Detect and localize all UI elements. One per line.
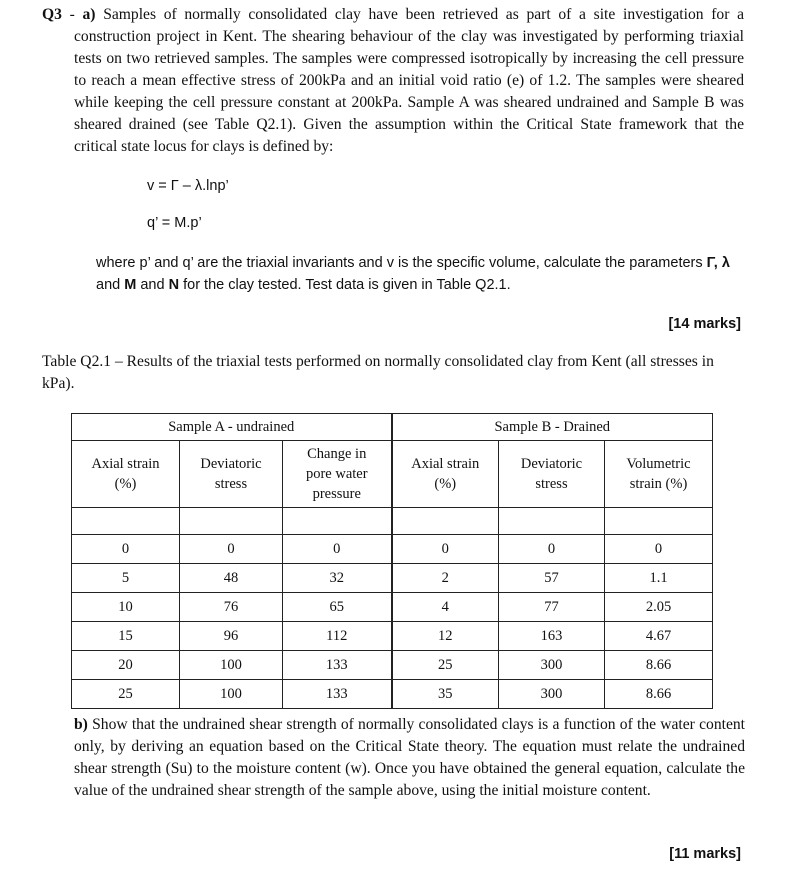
- equation-specific-volume: v = Γ – λ.lnp’: [147, 178, 229, 194]
- table-cell: 15: [72, 622, 180, 651]
- group-header-sample-a: Sample A - undrained: [72, 414, 392, 441]
- column-header-line: pressure: [312, 486, 361, 502]
- table-caption: Table Q2.1 – Results of the triaxial tests performed on normally consolidated clay from Kent (all stresses in kPa).: [42, 353, 714, 392]
- table-cell: 100: [180, 680, 283, 709]
- part-b-text: Show that the undrained shear strength of normally consolidated clays is a function of the water content only, by deriving an equation based on the Critical State theory. The equation must relate the undrained shear strength (Su) to the moisture content (w). Once you have obtained the general equation, calculate the value of the undrained shear strength of the sample above, using the initial moisture content.: [74, 716, 745, 799]
- table-cell: 0: [499, 535, 605, 564]
- column-header-line: Deviatoric: [520, 456, 583, 472]
- table-cell: 300: [499, 680, 605, 709]
- column-header: [283, 441, 392, 508]
- blank-cell: [180, 508, 283, 535]
- table-cell: 32: [283, 564, 392, 593]
- table-cell: 25: [392, 651, 499, 680]
- table-cell: 2: [392, 564, 499, 593]
- table-cell: 0: [392, 535, 499, 564]
- where-and-1: and: [96, 277, 121, 293]
- column-header: [605, 441, 713, 508]
- table-cell: 76: [180, 593, 283, 622]
- column-header-line: strain (%): [629, 476, 688, 492]
- table-row: [72, 680, 713, 709]
- table-cell: 96: [180, 622, 283, 651]
- table-cell: 0: [180, 535, 283, 564]
- blank-cell: [392, 508, 499, 535]
- question-separator: -: [61, 6, 83, 23]
- table-cell: 12: [392, 622, 499, 651]
- table-cell: 35: [392, 680, 499, 709]
- blank-cell: [605, 508, 713, 535]
- question-part-b: [74, 714, 745, 802]
- column-header: [392, 441, 499, 508]
- table-row: [72, 651, 713, 680]
- table-row: [72, 622, 713, 651]
- table-cell: 77: [499, 593, 605, 622]
- marks-part-b: [11 marks]: [669, 846, 741, 862]
- table-cell: 8.66: [605, 651, 713, 680]
- table-cell: 0: [72, 535, 180, 564]
- param-lambda: λ: [721, 255, 730, 271]
- table-cell: 1.1: [605, 564, 713, 593]
- column-header-row: [72, 441, 713, 508]
- table-cell: 25: [72, 680, 180, 709]
- results-table: [71, 413, 713, 709]
- column-header-line: (%): [114, 476, 137, 492]
- marks-part-a: [14 marks]: [668, 316, 741, 332]
- question-part-a: [42, 4, 744, 158]
- table-cell: 163: [499, 622, 605, 651]
- column-header-line: Axial strain: [91, 456, 160, 472]
- table-cell: 112: [283, 622, 392, 651]
- table-cell: 20: [72, 651, 180, 680]
- column-header-line: (%): [434, 476, 457, 492]
- column-header-line: stress: [214, 476, 248, 492]
- part-a-label: a): [82, 6, 96, 23]
- question-number: Q3: [42, 6, 62, 23]
- where-text-1: where p’ and q’ are the triaxial invariants and v is the specific volume, calculate the parameters: [96, 255, 703, 271]
- table-body: [72, 508, 713, 709]
- column-header-line: Change in: [307, 446, 367, 462]
- table-cell: 0: [283, 535, 392, 564]
- table-cell: 4: [392, 593, 499, 622]
- table-cell: 65: [283, 593, 392, 622]
- table-cell: 4.67: [605, 622, 713, 651]
- column-header-line: pore water: [305, 466, 368, 482]
- param-n: N: [168, 277, 180, 293]
- where-text-2: for the clay tested. Test data is given in Table Q2.1.: [183, 277, 511, 293]
- table-row: [72, 593, 713, 622]
- column-header-line: Deviatoric: [200, 456, 262, 472]
- blank-cell: [72, 508, 180, 535]
- column-header-line: Volumetric: [626, 456, 691, 472]
- table-row: [72, 535, 713, 564]
- blank-cell: [283, 508, 392, 535]
- equation-deviatoric: q’ = M.p’: [147, 215, 202, 231]
- column-header-line: Axial strain: [411, 456, 480, 472]
- table-cell: 57: [499, 564, 605, 593]
- param-m: M: [124, 277, 137, 293]
- part-a-text: Samples of normally consolidated clay have been retrieved as part of a site investigation for a construction project in Kent. The shearing behaviour of the clay was investigated by performing triaxial tests on two retrieved samples. The samples were compressed isotropically by increasing the cell pressure to reach a mean effective stress of 200kPa and an initial void ratio (e) of 1.2. The samples were sheared while keeping the cell pressure constant at 200kPa. Sample A was sheared undrained and Sample B was sheared drained (see Table Q2.1). Given the assumption within the Critical State framework that the critical state locus for clays is defined by:: [74, 6, 745, 155]
- table-cell: 0: [605, 535, 713, 564]
- table-row: [72, 564, 713, 593]
- param-gamma: Γ: [706, 255, 714, 271]
- column-header: [499, 441, 605, 508]
- table-cell: 100: [180, 651, 283, 680]
- column-header: [180, 441, 283, 508]
- blank-cell: [499, 508, 605, 535]
- table-cell: 2.05: [605, 593, 713, 622]
- part-b-label: b): [74, 716, 88, 733]
- table-cell: 5: [72, 564, 180, 593]
- group-header-sample-b: Sample B - Drained: [392, 414, 713, 441]
- table-cell: 10: [72, 593, 180, 622]
- table-cell: 133: [283, 680, 392, 709]
- where-and-2: and: [140, 277, 165, 293]
- table-cell: 8.66: [605, 680, 713, 709]
- table-cell: 300: [499, 651, 605, 680]
- table-cell: 133: [283, 651, 392, 680]
- column-header: [72, 441, 180, 508]
- table-cell: 48: [180, 564, 283, 593]
- where-paragraph: where p’ and q’ are the triaxial invariants and v is the specific volume, calculate the parameters Γ, λ and M and N for the clay tested. Test data is given in Table Q2.1.: [96, 255, 730, 293]
- column-header-line: stress: [535, 476, 568, 492]
